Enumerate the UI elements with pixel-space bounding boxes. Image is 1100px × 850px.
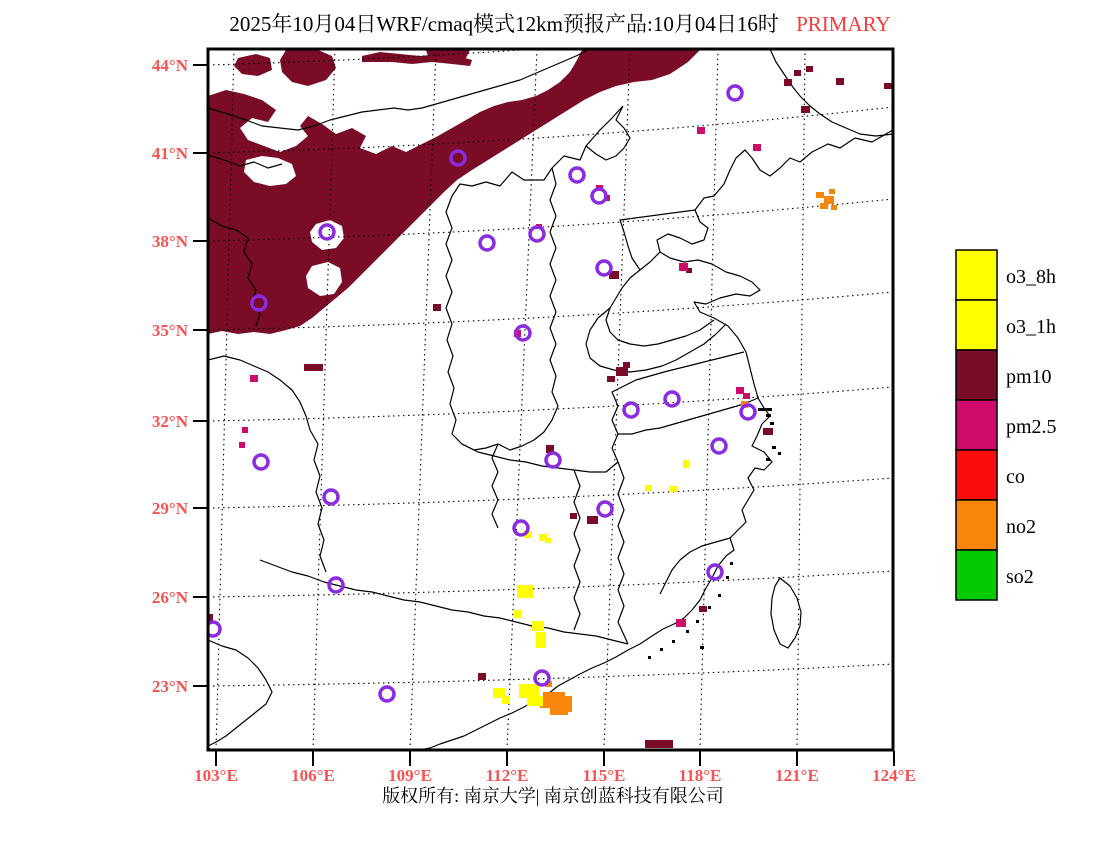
cell-o3 — [532, 621, 544, 631]
border-yangtze — [618, 398, 758, 434]
cell-pm10 — [616, 367, 628, 376]
legend-label-o3_8h: o3_8h — [1006, 266, 1056, 288]
legend-label-no2: no2 — [1006, 516, 1036, 538]
cell-pm25 — [242, 427, 248, 433]
legend-swatch-o3_8h — [956, 250, 997, 300]
cell-pm10 — [794, 70, 801, 76]
cell-o3 — [683, 460, 690, 468]
lat-tick-label: 29°N — [151, 499, 188, 518]
lon-tick-label: 115°E — [582, 766, 626, 785]
cell-o3 — [545, 538, 551, 543]
border-jiangxi-fujian — [618, 462, 628, 644]
cell-pm25 — [736, 387, 744, 394]
lon-tick-label: 118°E — [678, 766, 722, 785]
lon-tick-label: 124°E — [872, 766, 916, 785]
cell-pm10 — [607, 376, 615, 382]
cell-no2 — [829, 189, 835, 194]
cell-pm25 — [239, 442, 245, 448]
station-ring — [712, 439, 726, 453]
cell-pm25 — [676, 619, 686, 627]
cell-pm10 — [806, 66, 813, 72]
station-ring — [514, 521, 528, 535]
coastline — [420, 130, 893, 750]
cell-o3 — [669, 486, 677, 492]
legend-swatch-co — [956, 450, 997, 500]
taiwan-island — [771, 578, 801, 648]
cell-o3 — [517, 585, 533, 598]
cell-pm10 — [801, 106, 810, 113]
copyright-text: 版权所有: 南京大学| 南京创蓝科技有限公司 — [382, 786, 724, 806]
legend-swatch-pm10 — [956, 350, 997, 400]
cell-pm10 — [784, 79, 792, 86]
legend-label-co: co — [1006, 466, 1025, 488]
cell-no2 — [824, 196, 834, 204]
cell-pm10 — [763, 428, 773, 435]
border-liaoning — [770, 49, 893, 136]
station-ring — [530, 227, 544, 241]
border-jiangsu — [612, 352, 744, 462]
cell-o3 — [645, 485, 652, 491]
meridian-line — [700, 49, 718, 750]
cell-no2 — [816, 192, 824, 198]
cell-pm25 — [753, 144, 761, 151]
cell-no2 — [820, 203, 828, 209]
lat-tick-label: 44°N — [151, 56, 188, 75]
legend-label-so2: so2 — [1006, 566, 1034, 588]
lat-tick-label: 35°N — [151, 321, 188, 340]
station-ring — [570, 168, 584, 182]
cell-pm10 — [699, 606, 707, 612]
station-ring — [535, 671, 549, 685]
legend-label-pm2.5: pm2.5 — [1006, 416, 1057, 438]
legend-label-pm10: pm10 — [1006, 366, 1052, 388]
parallel-line — [208, 478, 893, 508]
meridian-line — [507, 49, 537, 750]
station-ring — [624, 403, 638, 417]
legend-swatch-o3_1h — [956, 300, 997, 350]
legend-swatch-pm2.5 — [956, 400, 997, 450]
station-ring — [380, 687, 394, 701]
border-shandong-north — [606, 252, 714, 346]
cell-pm25 — [743, 393, 750, 399]
lat-tick-label: 32°N — [151, 412, 188, 431]
parallel-line — [208, 387, 893, 421]
cell-no2 — [558, 696, 572, 712]
cell-o3 — [514, 610, 522, 618]
pollutant-legend — [956, 250, 1057, 600]
legend-swatch-so2 — [956, 550, 997, 600]
border-shanxi-east — [498, 168, 558, 450]
station-ring — [665, 392, 679, 406]
cell-o3 — [502, 696, 510, 704]
station-ring — [728, 86, 742, 100]
lat-tick-label: 41°N — [151, 144, 188, 163]
station-ring — [546, 453, 560, 467]
lat-tick-label: 38°N — [151, 232, 188, 251]
cell-pm10 — [836, 78, 844, 85]
cell-pm25 — [697, 127, 705, 134]
page-title — [229, 12, 890, 36]
station-ring — [324, 490, 338, 504]
lon-tick-label: 112°E — [485, 766, 529, 785]
legend-label-o3_1h: o3_1h — [1006, 316, 1056, 338]
cell-pm10 — [478, 673, 486, 680]
cell-pm10 — [304, 364, 323, 371]
cell-pm10 — [570, 513, 577, 519]
station-ring — [480, 236, 494, 250]
title-primary-tag: PRIMARY — [796, 12, 891, 36]
legend-swatch-no2 — [956, 500, 997, 550]
title-text: 2025年10月04日WRF/cmaq模式12km预报产品:10月04日16时 — [229, 12, 779, 36]
parallel-line — [208, 571, 893, 597]
meridian-line — [604, 49, 630, 750]
cell-pm10 — [645, 740, 673, 748]
meridian-line — [797, 49, 805, 750]
lon-tick-label: 106°E — [291, 766, 335, 785]
map-canvas — [204, 15, 894, 750]
cell-o3 — [519, 684, 539, 698]
cell-pm25 — [679, 263, 688, 271]
lon-tick-label: 121°E — [775, 766, 819, 785]
offshore-islands — [648, 408, 781, 659]
cell-no2 — [831, 205, 837, 210]
lon-tick-label: 103°E — [194, 766, 238, 785]
border-southwest — [208, 640, 272, 746]
cell-pm25 — [250, 375, 258, 382]
station-ring — [254, 455, 268, 469]
cell-pm10 — [587, 516, 598, 524]
border-nanling — [260, 560, 628, 644]
station-ring — [597, 261, 611, 275]
cell-o3 — [536, 632, 546, 648]
lon-tick-label: 109°E — [388, 766, 432, 785]
cell-pm10 — [433, 304, 441, 311]
cell-pm10 — [623, 362, 630, 368]
station-ring — [598, 502, 612, 516]
border-hunan-jiangxi — [574, 470, 580, 630]
lat-tick-label: 26°N — [151, 588, 188, 607]
cell-o3 — [527, 696, 543, 706]
lat-tick-label: 23°N — [151, 677, 188, 696]
station-ring — [592, 189, 606, 203]
